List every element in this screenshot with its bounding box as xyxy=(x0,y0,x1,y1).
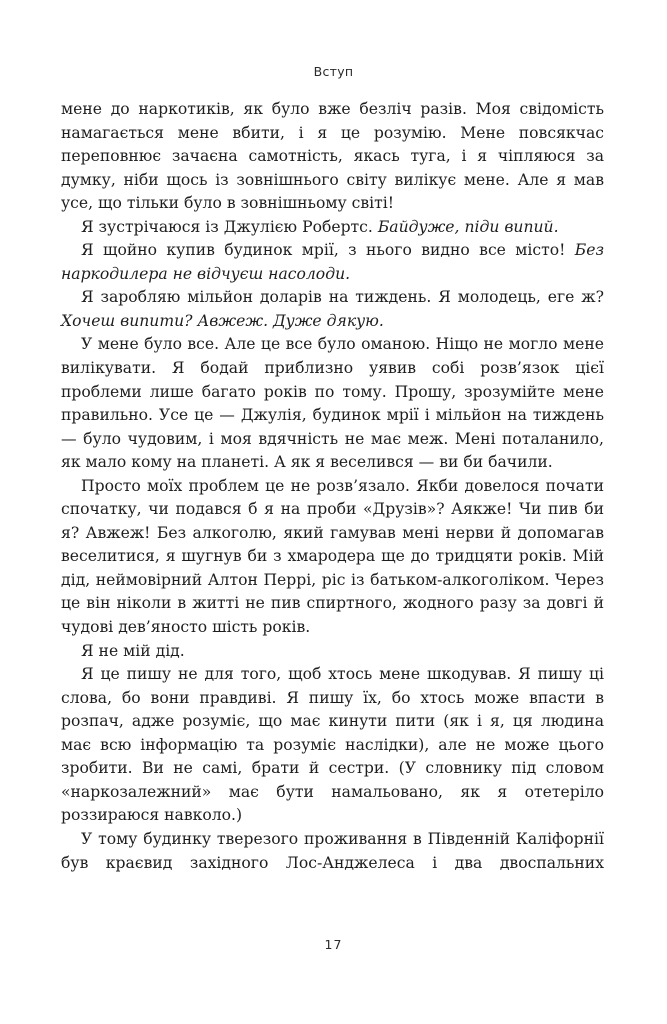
paragraph-3 xyxy=(61,239,604,286)
paragraph-5: У мене було все. Але це все було оманою. Ніщо не могло мене вилікувати. Я бодай приблизно уявив собі розв’язок цієї проблеми лише багато років по тому. Прошу, зрозумійте мене правильно. Усе це — Джулія, будинок мрії і мільйон на тиждень — було чудовим, і моя вдячність не має меж. Мені поталанило, як мало кому на планеті. А як я веселився — ви би бачили. xyxy=(61,335,604,472)
paragraph-2-text: Я зустрічаюся із Джулією Робертс. xyxy=(81,217,378,236)
paragraph-8: Я це пишу не для того, щоб хтось мене шкодував. Я пишу ці слова, бо вони правдиві. Я пишу їх, бо хтось може впасти в розпач, адже розуміє, що має кинути пити (як і я, ця людина має всю інформацію та розуміє наслідки), але не може цього зробити. Ви не самі, брати й сестри. (У словнику під словом «наркозалежний» має бути намальовано, як я отетеріло роззираюся навколо.) xyxy=(61,665,604,825)
paragraph-3-text: Я щойно купив будинок мрії, з нього видно все місто! xyxy=(81,241,575,260)
paragraph-9: У тому будинку тверезого проживання в Південній Каліфорнії був краєвид західного Лос-Анджелеса і два двоспальних xyxy=(61,829,604,872)
paragraph-1: мене до наркотиків, як було вже безліч разів. Моя свідомість намагається мене вбити, і я це розумію. Мене повсякчас переповнює зачаєна самотність, якась туга, і я чіпляюся за думку, ніби щось із зовнішнього світу вилікує мене. Але я мав усе, що тільки було в зовнішньому світі! xyxy=(61,100,604,213)
paragraph-6: Просто моїх проблем це не розв’язало. Якби довелося почати спочатку, чи подався б я на проби «Друзів»? Аякже! Чи пив би я? Авжеж! Без алкоголю, який гамував мені нерви й допомагав веселитися, я шугнув би з хмародера ще до тридцяти років. Мій дід, неймовірний Алтон Перрі, ріс із батьком-алкоголіком. Через це він ніколи в житті не пив спиртного, жодного разу за довгі й чудові дев’яносто шість років. xyxy=(61,476,604,637)
paragraph-4-italic: Хочеш випити? Авжеж. Дуже дякую. xyxy=(61,311,384,330)
paragraph-4 xyxy=(61,286,604,333)
paragraph-7: Я не мій дід. xyxy=(81,641,185,660)
paragraph-2-italic: Байдуже, піди випий. xyxy=(377,217,559,236)
running-head: Вступ xyxy=(313,64,354,79)
paragraph-4-text: Я заробляю мільйон доларів на тиждень. Я молодець, еге ж? xyxy=(81,288,604,307)
body-text xyxy=(61,98,604,875)
paragraph-2 xyxy=(61,216,604,240)
page-number: 17 xyxy=(324,937,343,952)
paragraph-3-italic: Без наркодилера не відчуєш насолоди. xyxy=(61,241,604,283)
